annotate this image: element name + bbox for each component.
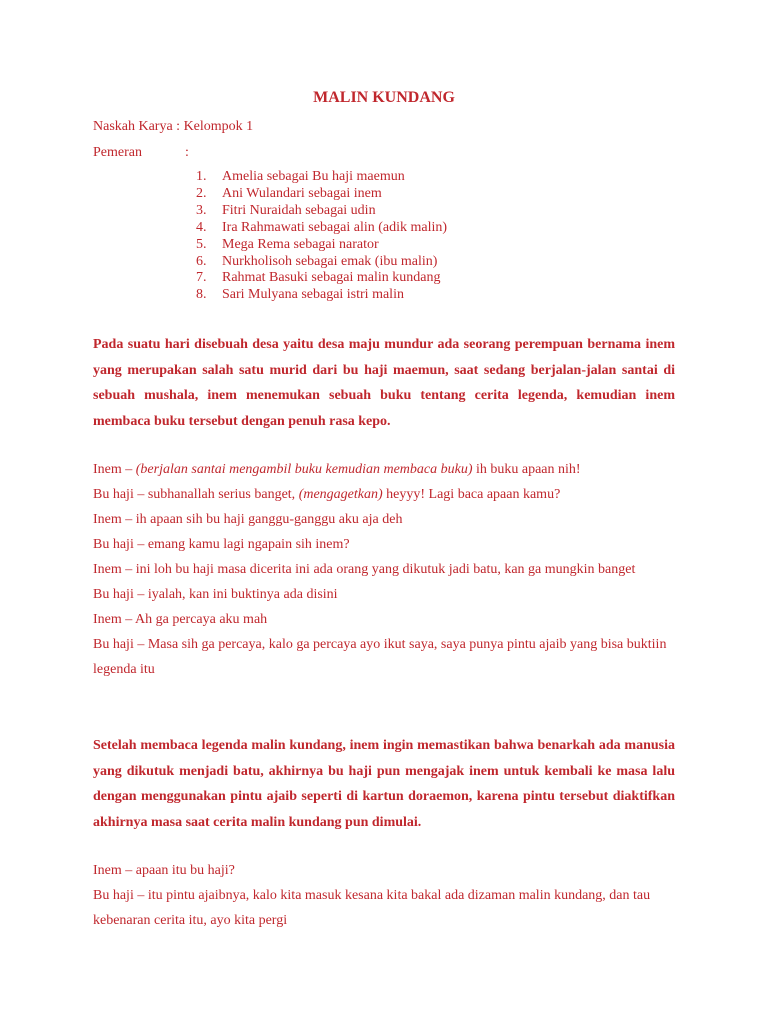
dialogue-text: Inem – bbox=[93, 462, 136, 477]
dialogue-line bbox=[93, 883, 678, 933]
narration-paragraph: Pada suatu hari disebuah desa yaitu desa maju mundur ada seorang perempuan bernama inem yang merupakan salah satu murid dari bu haji maemun, saat sedang berjalan-jalan santai di sebuah mushala, inem menemukan sebuah buku tentang cerita legenda, kemudian inem membaca buku tersebut dengan penuh rasa kepo. bbox=[93, 337, 675, 429]
dialogue-text: Inem – ini loh bu haji masa dicerita ini ada orang yang dikutuk jadi batu, kan ga mungkin banget bbox=[93, 562, 636, 577]
dialogue-line bbox=[93, 482, 678, 507]
dialogue-line bbox=[93, 858, 678, 883]
cast-item bbox=[196, 203, 447, 220]
cast-text: Fitri Nuraidah sebagai udin bbox=[222, 202, 376, 218]
dialogue-line bbox=[93, 607, 678, 632]
pemeran-line bbox=[93, 144, 393, 162]
cast-item bbox=[196, 287, 447, 304]
dialogue-text: heyyy! Lagi baca apaan kamu? bbox=[382, 487, 561, 502]
cast-list bbox=[196, 169, 447, 304]
dialogue-text: Bu haji – emang kamu lagi ngapain sih inem? bbox=[93, 537, 350, 552]
cast-text: Ira Rahmawati sebagai alin (adik malin) bbox=[222, 219, 448, 235]
dialogue-line bbox=[93, 632, 678, 682]
dialogue-text: Bu haji – iyalah, kan ini buktinya ada disini bbox=[93, 587, 338, 602]
dialogue-text: Bu haji – itu pintu ajaibnya, kalo kita masuk kesana kita bakal ada dizaman malin kundang, dan tau kebenaran cerita itu, ayo kita pergi bbox=[93, 888, 651, 928]
dialogue-line bbox=[93, 457, 678, 482]
dialogue-text: Inem – Ah ga percaya aku mah bbox=[93, 612, 268, 627]
dialogue-text: Bu haji – subhanallah serius banget, bbox=[93, 487, 299, 502]
dialogue-block bbox=[93, 858, 678, 933]
dialogue-text: Inem – apaan itu bu haji? bbox=[93, 863, 235, 878]
cast-text: Ani Wulandari sebagai inem bbox=[222, 185, 382, 201]
dialogue-line bbox=[93, 582, 678, 607]
cast-number: 2. bbox=[196, 185, 207, 201]
dialogue-line bbox=[93, 557, 678, 582]
pemeran-colon: : bbox=[185, 145, 189, 160]
cast-number: 3. bbox=[196, 202, 207, 218]
naskah-line: Naskah Karya : Kelompok 1 bbox=[93, 119, 254, 134]
dialogue-text: Bu haji – Masa sih ga percaya, kalo ga percaya ayo ikut saya, saya punya pintu ajaib yang bisa buktiin legenda itu bbox=[93, 637, 667, 677]
cast-item bbox=[196, 220, 447, 237]
cast-item bbox=[196, 254, 447, 271]
cast-number: 6. bbox=[196, 253, 207, 269]
narration-paragraph: Setelah membaca legenda malin kundang, inem ingin memastikan bahwa benarkah ada manusia yang dikutuk menjadi batu, akhirnya bu haji pun mengajak inem untuk kembali ke masa lalu dengan menggunakan pintu ajaib seperti di kartun doraemon, karena pintu tersebut diaktifkan akhirnya masa saat cerita malin kundang pun dimulai. bbox=[93, 738, 675, 830]
cast-item bbox=[196, 169, 447, 186]
cast-number: 1. bbox=[196, 169, 207, 184]
dialogue-line bbox=[93, 507, 678, 532]
pemeran-label: Pemeran bbox=[93, 145, 142, 160]
cast-text: Sari Mulyana sebagai istri malin bbox=[222, 287, 404, 303]
cast-text: Mega Rema sebagai narator bbox=[222, 236, 379, 252]
cast-number: 8. bbox=[196, 287, 207, 303]
dialogue-text: Inem – ih apaan sih bu haji ganggu-ganggu aku aja deh bbox=[93, 512, 403, 527]
dialogue-text: ih buku apaan nih! bbox=[472, 462, 581, 477]
cast-item bbox=[196, 237, 447, 254]
cast-number: 5. bbox=[196, 236, 207, 252]
cast-item bbox=[196, 270, 447, 287]
dialogue-line bbox=[93, 532, 678, 557]
cast-text: Nurkholisoh sebagai emak (ibu malin) bbox=[222, 253, 438, 269]
cast-text: Amelia sebagai Bu haji maemun bbox=[222, 169, 405, 184]
cast-number: 7. bbox=[196, 270, 207, 286]
cast-item bbox=[196, 186, 447, 203]
document-title: MALIN KUNDANG bbox=[313, 89, 455, 106]
cast-number: 4. bbox=[196, 219, 207, 235]
stage-direction: (berjalan santai mengambil buku kemudian membaca buku) bbox=[135, 462, 473, 477]
stage-direction: (mengagetkan) bbox=[298, 487, 383, 502]
dialogue-block bbox=[93, 457, 678, 682]
cast-text: Rahmat Basuki sebagai malin kundang bbox=[222, 270, 441, 286]
